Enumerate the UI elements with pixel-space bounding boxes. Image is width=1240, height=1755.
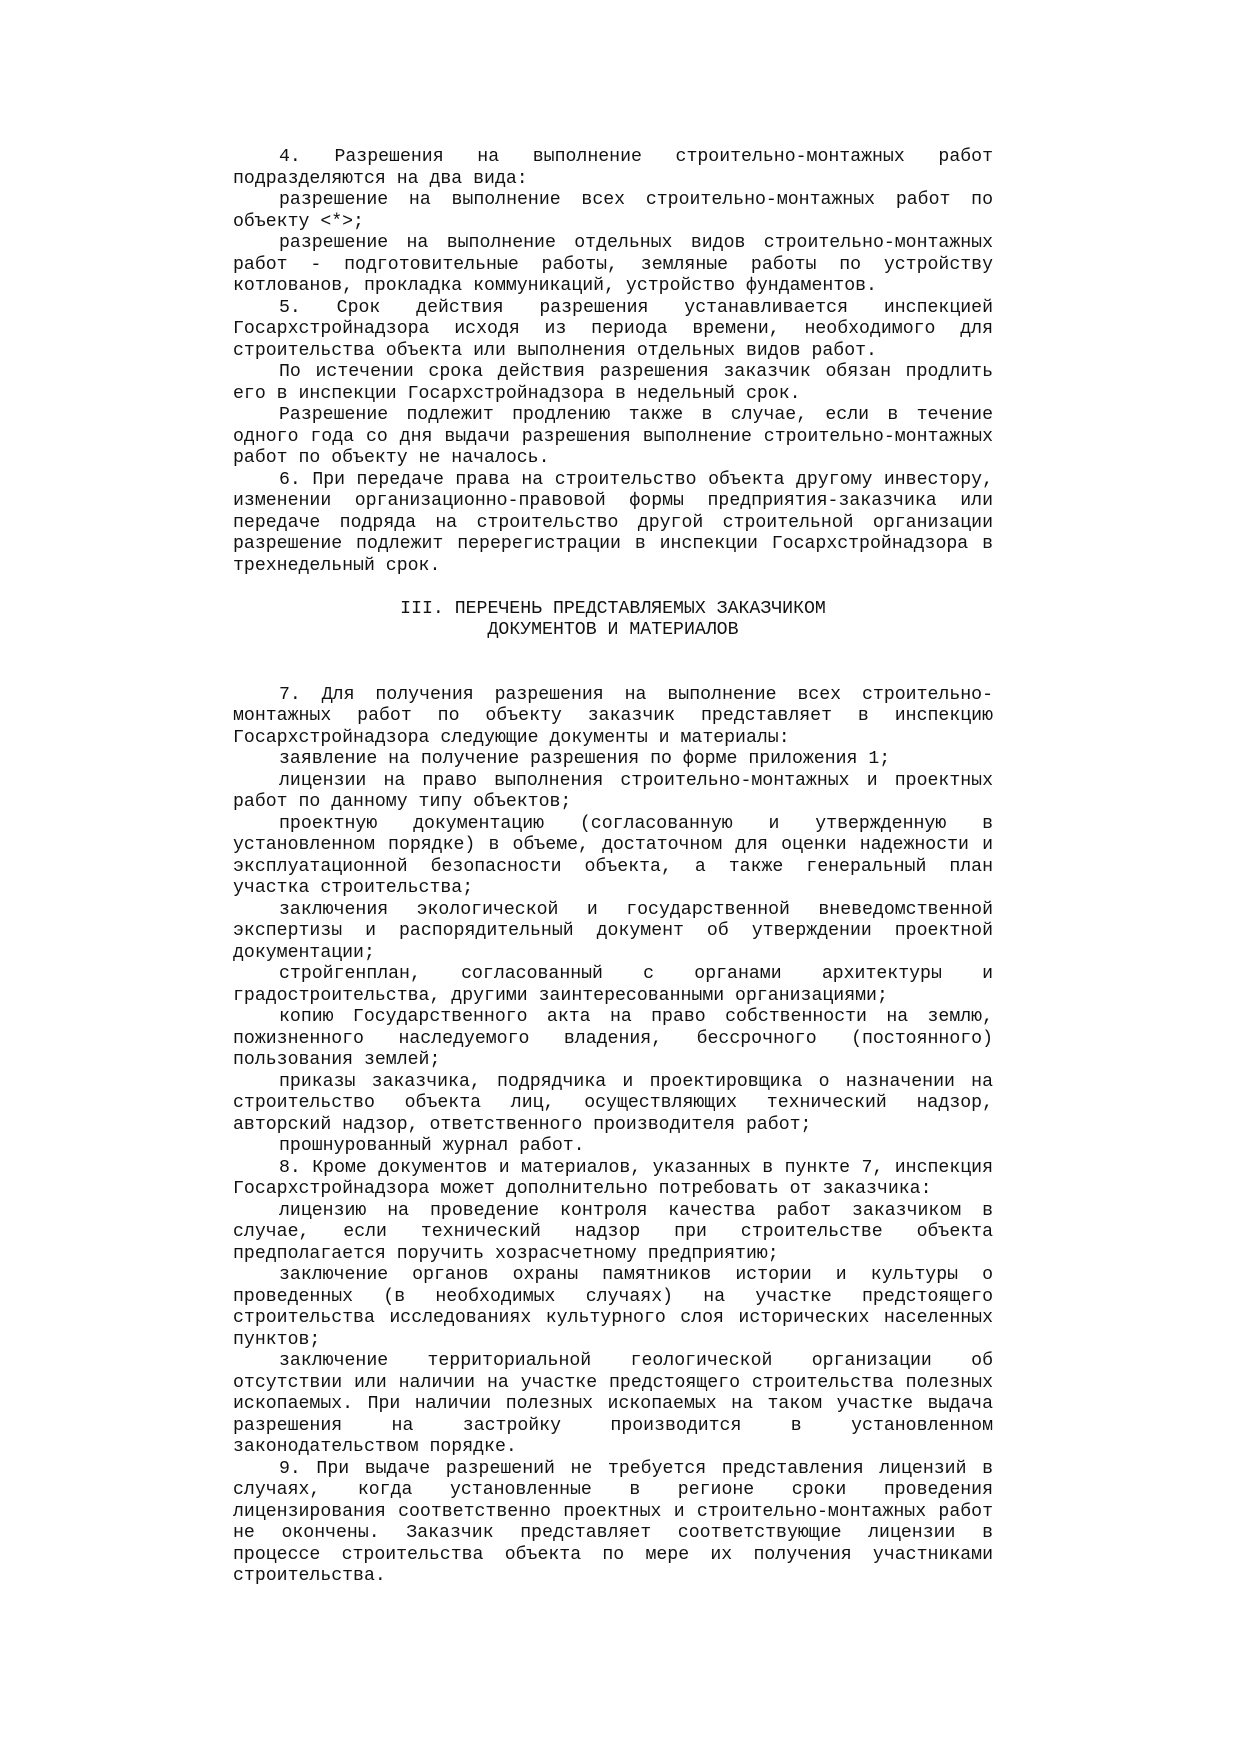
list-item-orders: приказы заказчика, подрядчика и проектировщика о назначении на строительство объекта лиц, осуществляющих технический надзор, авторский надзор, ответственного производителя работ; — [233, 1071, 993, 1135]
paragraph-5-extension: По истечении срока действия разрешения заказчик обязан продлить его в инспекции Госархстройнадзора в недельный срок. — [233, 362, 993, 404]
paragraph-5-renewal: Разрешение подлежит продлению также в случае, если в течение одного года со дня выдачи разрешения выполнение строительно-монтажных работ по объекту не началось. — [233, 405, 993, 468]
section-heading-line-2: ДОКУМЕНТОВ И МАТЕРИАЛОВ — [487, 620, 739, 640]
list-item-all-works-permit: разрешение на выполнение всех строительно-монтажных работ по объекту <*>; — [233, 190, 993, 232]
list-item-application: заявление на получение разрешения по форме приложения 1; — [279, 749, 891, 769]
paragraph-8: 8. Кроме документов и материалов, указанных в пункте 7, инспекция Госархстройнадзора может дополнительно потребовать от заказчика: — [233, 1157, 993, 1199]
paragraph-4: 4. Разрешения на выполнение строительно-монтажных работ подразделяются на два вида: — [233, 147, 993, 189]
list-item-project-docs: проектную документацию (согласованную и утвержденную в установленном порядке) в объеме, достаточном для оценки надежности и эксплуатационной безопасности объекта, а также генеральный план участка строительства; — [233, 813, 993, 898]
list-item-licenses: лицензии на право выполнения строительно-монтажных и проектных работ по данному типу объектов; — [233, 770, 993, 812]
paragraph-6: 6. При передаче права на строительство объекта другому инвестору, изменении организационно-правовой формы предприятия-заказчика или передаче подряда на строительство другой строительной организации разрешение подлежит перерегистрации в инспекции Госархстройнадзора в трехнедельный срок. — [233, 469, 993, 576]
spacer — [233, 663, 993, 685]
list-item-partial-works-permit: разрешение на выполнение отдельных видов строительно-монтажных работ - подготовительные работы, земляные работы по устройству котлованов, прокладка коммуникаций, устройство фундаментов. — [233, 233, 993, 296]
spacer — [233, 577, 993, 599]
list-item-quality-license: лицензию на проведение контроля качества работ заказчиком в случае, если технический надзор при строительстве объекта предполагается поручить хозрасчетному предприятию; — [233, 1200, 993, 1264]
list-item-heritage-conclusion: заключение органов охраны памятников истории и культуры о проведенных (в необходимых случаях) на участке предстоящего строительства исследованиях культурного слоя исторических населенных пунктов; — [233, 1265, 993, 1350]
paragraph-9: 9. При выдаче разрешений не требуется представления лицензий в случаях, когда установленные в регионе сроки проведения лицензирования соответственно проектных и строительно-монтажных работ не окончены. Заказчик представляет соответствующие лицензии в процессе строительства объекта по мере их получения участниками строительства. — [233, 1458, 993, 1586]
list-item-land-act: копию Государственного акта на право собственности на землю, пожизненного наследуемого владения, бессрочного (постоянного) пользования землей; — [233, 1007, 993, 1070]
document-page — [233, 147, 993, 1588]
spacer — [233, 642, 993, 664]
list-item-expertise: заключения экологической и государственной вневедомственной экспертизы и распорядительный документ об утверждении проектной документации; — [233, 899, 993, 963]
list-item-work-log: прошнурованный журнал работ. — [279, 1136, 585, 1156]
paragraph-5: 5. Срок действия разрешения устанавливается инспекцией Госархстройнадзора исходя из периода времени, необходимого для строительства объекта или выполнения отдельных видов работ. — [233, 297, 993, 361]
section-heading-line-1: III. ПЕРЕЧЕНЬ ПРЕДСТАВЛЯЕМЫХ ЗАКАЗЧИКОМ — [400, 598, 826, 619]
list-item-site-plan: стройгенплан, согласованный с органами архитектуры и градостроительства, другими заинтересованными организациями; — [233, 964, 993, 1006]
list-item-geology-conclusion: заключение территориальной геологической организации об отсутствии или наличии на участке предстоящего строительства полезных ископаемых. При наличии полезных ископаемых на таком участке выдача разрешения на застройку производится в установленном законодательством порядке. — [233, 1351, 993, 1457]
paragraph-7: 7. Для получения разрешения на выполнение всех строительно-монтажных работ по объекту заказчик представляет в инспекцию Госархстройнадзора следующие документы и материалы: — [233, 684, 993, 748]
